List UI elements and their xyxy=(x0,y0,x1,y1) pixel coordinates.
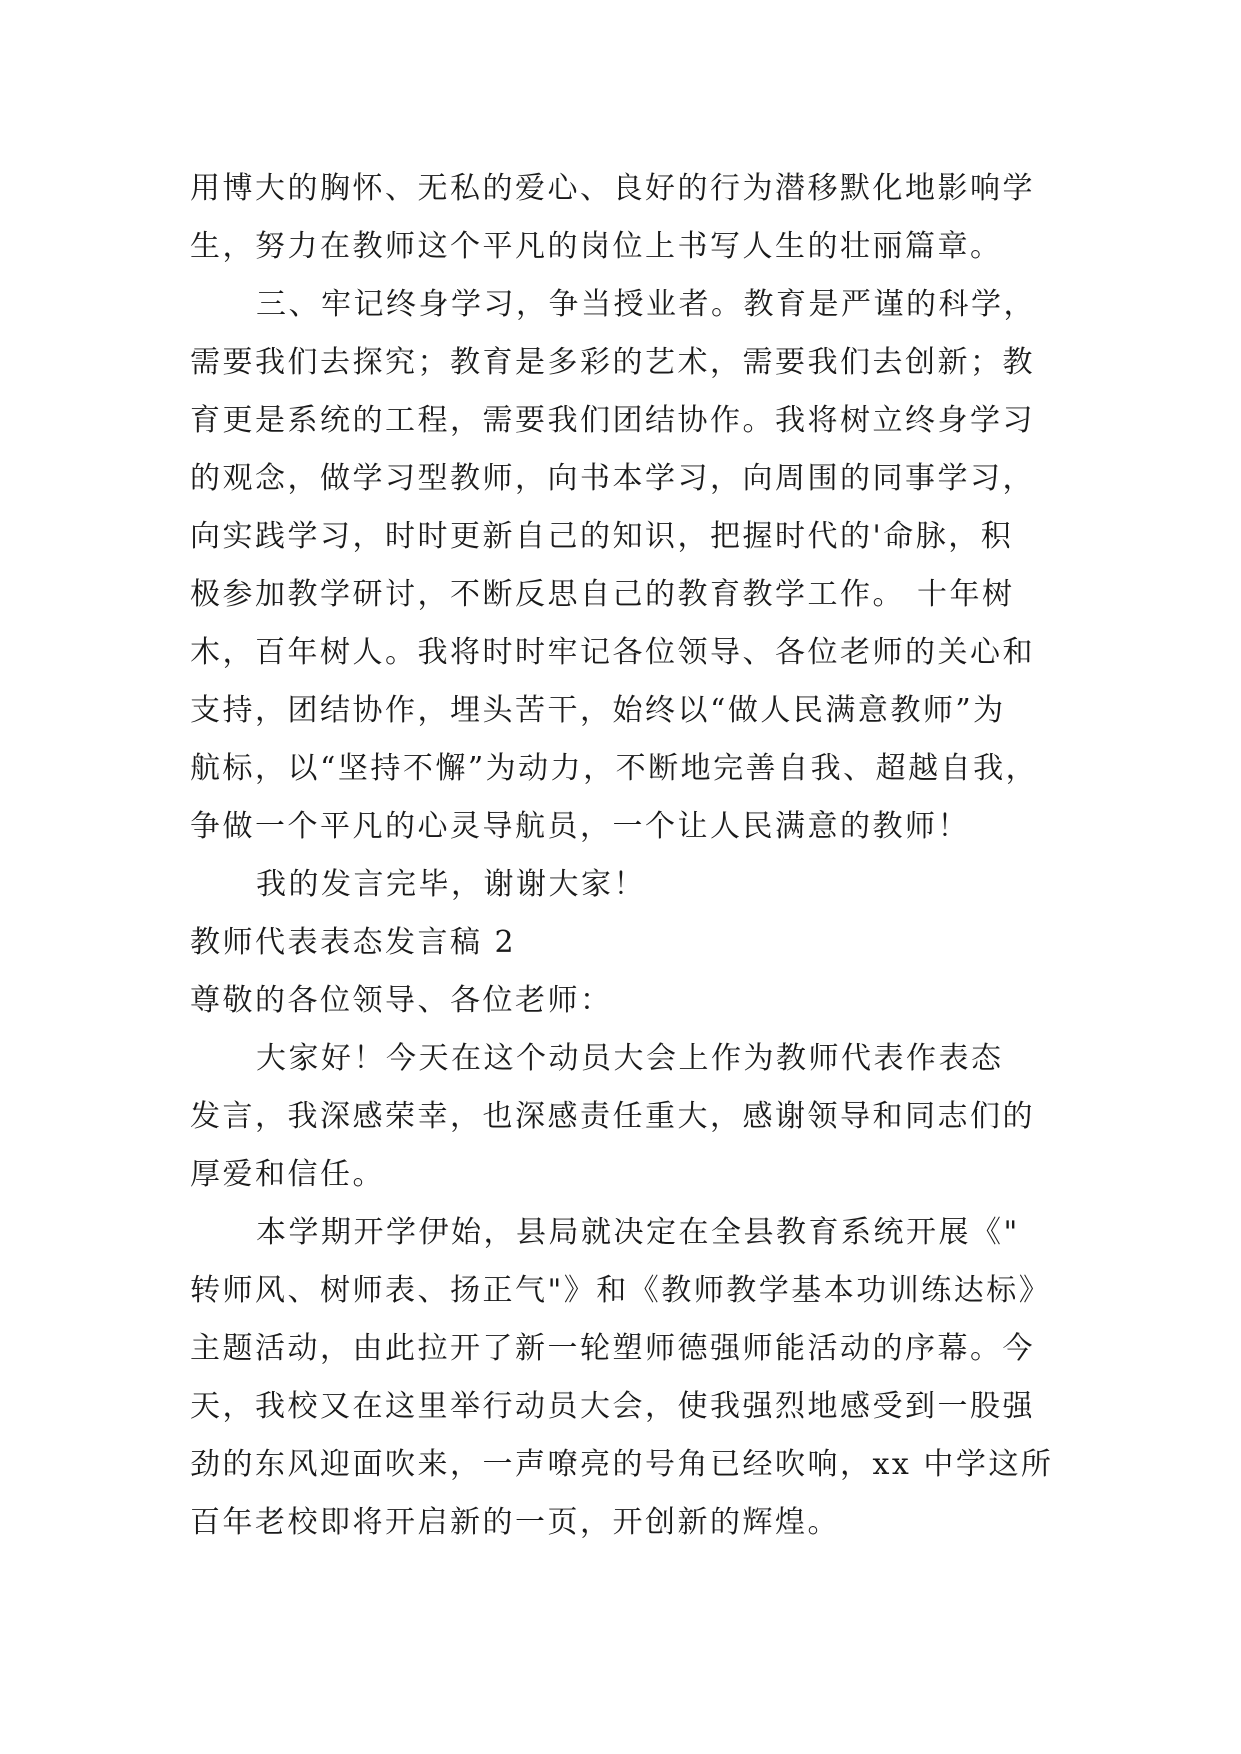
text-line: 我的发言完毕，谢谢大家！ xyxy=(256,867,646,902)
text-line: 主题活动，由此拉开了新一轮塑师德强师能活动的序幕。今 xyxy=(190,1331,1035,1366)
text-line: 争做一个平凡的心灵导航员，一个让人民满意的教师！ xyxy=(190,809,970,844)
text-line: 百年老校即将开启新的一页，开创新的辉煌。 xyxy=(190,1505,840,1540)
text-line: 尊敬的各位领导、各位老师： xyxy=(190,983,613,1018)
text-line: 三、牢记终身学习，争当授业者。教育是严谨的科学， xyxy=(256,287,1036,322)
text-line: 厚爱和信任。 xyxy=(190,1157,385,1192)
text-line: 育更是系统的工程，需要我们团结协作。我将树立终身学习 xyxy=(190,403,1035,438)
text-line: 极参加教学研讨，不断反思自己的教育教学工作。 十年树 xyxy=(190,577,1015,612)
text-line: 向实践学习，时时更新自己的知识，把握时代的'命脉，积 xyxy=(190,519,1014,554)
text-line: 天，我校又在这里举行动员大会，使我强烈地感受到一股强 xyxy=(190,1389,1035,1424)
text-line: 发言，我深感荣幸，也深感责任重大，感谢领导和同志们的 xyxy=(190,1099,1035,1134)
text-line: 用博大的胸怀、无私的爱心、良好的行为潜移默化地影响学 xyxy=(190,171,1035,206)
text-line: 航标，以“坚持不懈”为动力，不断地完善自我、超越自我， xyxy=(190,751,1039,786)
text-line: 支持，团结协作，埋头苦干，始终以“做人民满意教师”为 xyxy=(190,693,1006,728)
text-line: 本学期开学伊始，县局就决定在全县教育系统开展《" xyxy=(256,1215,1020,1250)
text-line: 劲的东风迎面吹来，一声嘹亮的号角已经吹响，xx 中学这所 xyxy=(190,1447,1054,1482)
text-line: 需要我们去探究；教育是多彩的艺术，需要我们去创新；教 xyxy=(190,345,1035,380)
text-line: 生，努力在教师这个平凡的岗位上书写人生的壮丽篇章。 xyxy=(190,229,1003,264)
text-line: 教师代表表态发言稿 2 xyxy=(190,925,517,960)
text-line: 转师风、树师表、扬正气"》和《教师教学基本功训练达标》 xyxy=(190,1273,1052,1308)
document-page xyxy=(190,160,1054,1552)
text-line: 的观念，做学习型教师，向书本学习，向周围的同事学习， xyxy=(190,461,1035,496)
text-line: 木，百年树人。我将时时牢记各位领导、各位老师的关心和 xyxy=(190,635,1035,670)
text-line: 大家好！今天在这个动员大会上作为教师代表作表态 xyxy=(256,1041,1004,1076)
